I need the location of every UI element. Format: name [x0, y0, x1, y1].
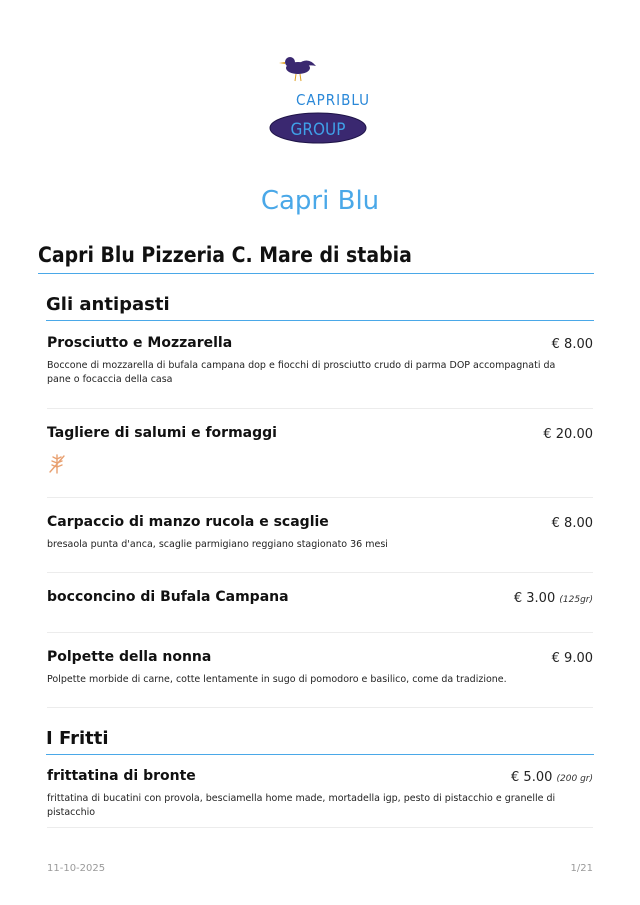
section-title-fritti: I Fritti: [46, 728, 594, 755]
item-separator: [47, 572, 593, 573]
menu-item: [47, 514, 593, 552]
item-separator: [47, 497, 593, 498]
item-price: € 8.00: [551, 516, 593, 531]
item-name: Prosciutto e Mozzarella: [47, 335, 233, 351]
item-separator: [47, 632, 593, 633]
seagull-icon: [279, 57, 316, 81]
logo-text-top: CAPRIBLU: [296, 91, 371, 109]
restaurant-name: Capri Blu Pizzeria C. Mare di stabia: [38, 243, 594, 274]
logo-text-bottom: GROUP: [290, 120, 346, 140]
item-separator: [47, 408, 593, 409]
item-description: Polpette morbide di carne, cotte lentamente in sugo di pomodoro e basilico, come da tradizione.: [47, 674, 507, 685]
item-price: € 5.00 (200 gr): [511, 770, 593, 785]
menu-item: [47, 589, 593, 605]
footer-date: 11-10-2025: [47, 863, 106, 874]
item-price: € 3.00 (125gr): [513, 591, 593, 606]
brand-title: Capri Blu: [260, 186, 380, 216]
item-separator: [47, 827, 593, 828]
item-name: frittatina di bronte: [47, 768, 196, 784]
footer-page-number: 1/21: [570, 863, 593, 874]
item-name: Tagliere di salumi e formaggi: [47, 425, 277, 441]
menu-item: [47, 649, 593, 687]
item-description: frittatina di bucatini con provola, besciamella home made, mortadella igp, pesto di pistacchio e granelle di pistacchio: [47, 793, 556, 818]
item-description: bresaola punta d'anca, scaglie parmigiano reggiano stagionato 36 mesi: [47, 539, 388, 550]
section-title-antipasti: Gli antipasti: [46, 294, 594, 321]
item-weight: (125gr): [559, 595, 593, 605]
menu-item: [47, 335, 593, 387]
item-price: € 20.00: [543, 427, 593, 442]
capri-blu-group-logo: [268, 50, 372, 146]
item-separator: [47, 707, 593, 708]
item-name: Polpette della nonna: [47, 649, 212, 665]
item-name: Carpaccio di manzo rucola e scaglie: [47, 514, 329, 530]
item-name: bocconcino di Bufala Campana: [47, 589, 289, 605]
item-weight: (200 gr): [556, 774, 593, 784]
item-description: Boccone di mozzarella di bufala campana dop e fiocchi di prosciutto crudo di parma DOP accompagnati da pane o focaccia della casa: [47, 360, 556, 385]
gluten-free-wheat-icon: [47, 453, 67, 475]
item-price: € 9.00: [551, 651, 593, 666]
item-price: € 8.00: [551, 337, 593, 352]
crescent-mark: [278, 84, 290, 108]
menu-item: [47, 768, 593, 820]
menu-item: [47, 425, 593, 479]
